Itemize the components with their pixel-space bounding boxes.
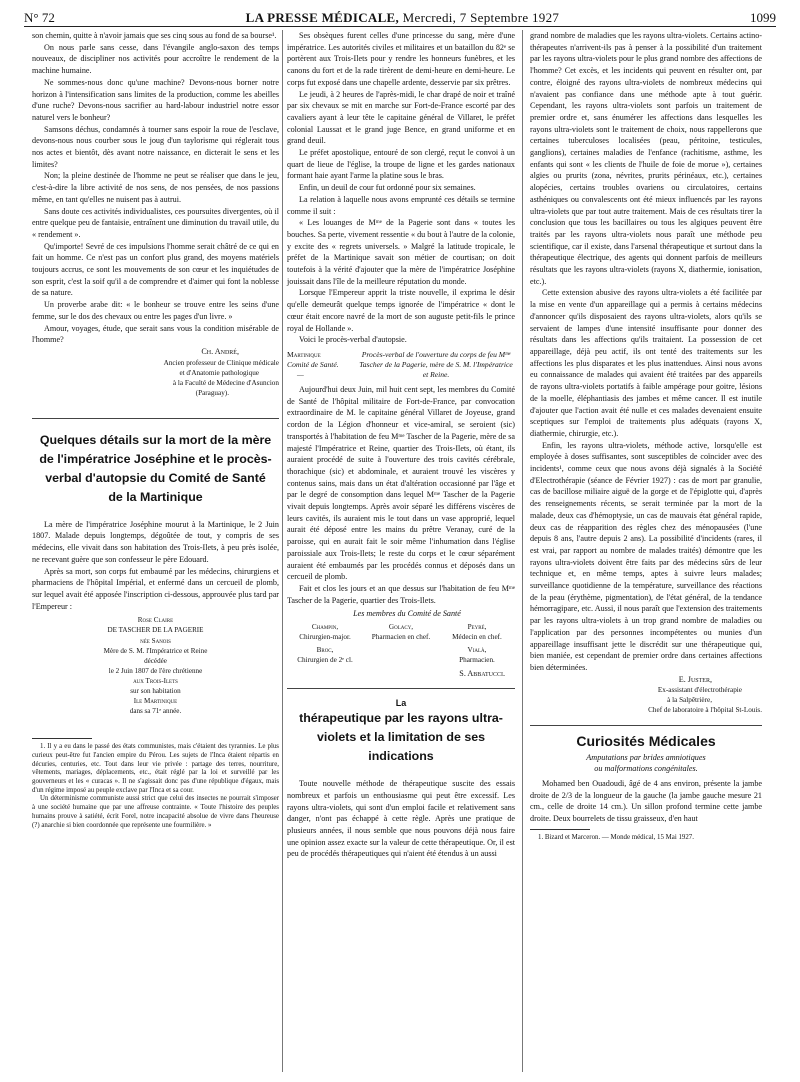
footnotes (32, 743, 279, 830)
paragraph: La mère de l'impératrice Joséphine mourut à la Martinique, le 2 Juin 1807. Malade depuis longtemps, dégoûtée de tout, y compris de ses médecins, elle vivait dans son habitation des Trois-Ilets, à peu près isolée, ne recevant guère que son confesseur le père Edouard. (32, 519, 279, 564)
article-title-prefix: La (395, 698, 407, 709)
members-signatures (287, 623, 515, 665)
section-divider (32, 418, 279, 419)
inscription-line: Mère de S. M. l'Impératrice et Reine (103, 646, 208, 655)
member: Peyré, Médecin en chef. (452, 623, 502, 641)
footnote-rule (32, 738, 92, 739)
member (363, 646, 439, 665)
paragraph: Cette extension abusive des rayons ultra-violets a été facilitée par la mise en vente d'un appareillage qui a permis à certains médecins d'annoncer qu'ils disposaient des rayons ultra-violets, alors qu'ils se servaient de lampes d'une intensité insuffisante pour donner des résultats dans les affections qu'ils traitaient. La possession de cet appareillage, déjà peu actif, ils ont tenté des traitements sur les affections les plus disparates et les plus inattendues. Ainsi nous avons eu connaissance de malades qui avaient été traitées par des appareils de rayons ultra-violets portatifs à faible ampérage pour goitre, lésions de la moelle, éléphantiasis des jambes et même cancer. Il est inutile d'ajouter que l'action avait été nulle et ces malades devenaient ensuite sceptiques sur l'emploi de traitements plus adéquats (rayons X, diathermie, chirurgie, etc.). (530, 288, 762, 438)
author-affiliation: Ex-assistant d'électrothérapie (657, 686, 742, 695)
paragraph: Enfin, les rayons ultra-violets, méthode active, lorsqu'elle est employée à doses suffisantes, sont susceptibles de coïncider avec des incidents¹, comme ceux que nous avons déjà signalés à la Société d'Electrothérapie (séance de Février 1927) : cas de mort par granulie, cas de bacillose miliaire aiguë de la gorge et de l'épiglotte qui, d'après des renseignements récents, se serait terminée par la mort de la malade, deux cas d'hémoptysie, un cas de mauvais état général rapide, deux cas de réapparition des règles chez des ménopausées (l'une depuis 8 ans, l'autre depuis 2 ans). La possibilité d'incidents (rares, il est vrai, par rapport au nombre de malades traités) démontre que les rayons ultra-violets doivent être faits par des médecins sûrs de leur technique et, en même temps, aptes à suivre leurs malades; surveillance quotidienne de la température, surveillance des réactions de la peau (érythème, pigmentation), de l'état général, de la tendance hémorragipare, etc. Aussi, il nous paraît que l'extension des traitements par les rayons ultra-violets à un trop grand nombre de maladies ou l'application par des personnes incompétentes ou munies d'un appareillage insuffisant jette le discrédit sur une thérapeutique qui, bien maniée, est cependant de premier ordre dans certaines affections bien déterminées. (530, 440, 762, 672)
inscription-line: le 2 Juin 1807 de l'ère chrétienne (108, 666, 203, 675)
inscription-line: née Sanois (140, 636, 171, 645)
article-subtitle (530, 752, 762, 774)
paragraph: « Les louanges de Mᵐᵉ de la Pagerie sont dans « toutes les bouches. Sa perte, vivement ressentie « du bout à l'autre de la colonie, y excite des « regrets universels. » Malgré la latitude tropicale, le préfet de la Martinique savait son métier de courtisan; on doit toutefois à la vérité d'ajouter que la mère de l'impératrice Joséphine jouissait dans l'île de la meilleure réputation du monde. (287, 218, 515, 286)
paragraph: La relation à laquelle nous avons emprunté ces détails se termine comme il suit : (287, 194, 515, 216)
paragraph: Enfin, un deuil de cour fut ordonné pour six semaines. (299, 183, 476, 193)
section-divider (530, 725, 762, 726)
member: Golacy, Pharmacien en chef. (371, 623, 431, 641)
paragraph: Ses obsèques furent celles d'une princesse du sang, mère d'une impératrice. Les autorités civiles et militaires et un bataillon du 82ᵉ se portèrent aux Trois-Ilets pour y rendre les honneurs funèbres, et les canons du fort et de la rade tirèrent de demi-heure en demi-heure. Le corps fut exposé dans une chapelle ardente, desservie par six prêtres. (287, 31, 515, 87)
proces-verbal-heading (287, 350, 515, 380)
running-title (246, 10, 560, 26)
pv-title: Procès-verbal de l'ouverture du corps de feu Mᵐᵉ Tascher de la Pagerie, mère de S. M. l'Impératrice et Reine. (359, 349, 513, 379)
pv-origin-line: Martinique (287, 349, 321, 359)
inscription-line: Rose Claire (137, 616, 174, 625)
page-header (24, 6, 776, 27)
inscription-line: DE TASCHER DE LA PAGERIE (107, 626, 204, 635)
paragraph: Un proverbe arabe dit: « le bonheur se trouve entre les seins d'une femme, sur le dos des chevaux ou entre les pages d'un livre. » (32, 300, 279, 321)
paragraph: Amour, voyages, étude, que serait sans vous la condition misérable de l'homme? (32, 323, 279, 345)
footnote: 1. Il y a eu dans le passé des états communistes, mais c'étaient des tyrannies. Le plus curieux peut-être fut l'ancien empire du Pérou. Les sujets de l'Inca étaient répartis en décuries, centuries, etc. Tout dans leur vie privée : partage des terres, nourriture, vêtements, mariages, déplacements, etc., était réglé par la loi et surveillé par les gouverneurs et les « curacas ». Il ne s'agissait donc pas d'une république d'égaux, mais d'un régime imposé au peuple exclave par l'Inca et sa cour. (32, 743, 279, 794)
column-2 (287, 30, 515, 860)
inscription-line: Ile Martinique (133, 697, 178, 706)
paragraph: Qu'importe! Sevré de ces impulsions l'homme serait châtré de ce qui en fait un homme. Ce n'est pas un confort plus grand, des moyens matériels toujours accrus, ce sont les mouvements de son cœur et les inquiétudes de son esprit, c'est la soif qu'il a de comprendre et d'aimer qui font la noblesse de sa nature. (32, 241, 279, 298)
column-3 (530, 30, 762, 843)
paragraph: Fait et clos les jours et an que dessus sur l'habitation de feu Mᵐᵉ Tascher de la Pagerie, quartier des Trois-Ilets. (287, 583, 515, 605)
footnote-rule (530, 829, 590, 830)
coffin-inscription (32, 615, 279, 716)
section-divider (287, 688, 515, 689)
article-title: Quelques détails sur la mort de la mère de l'impératrice Joséphine et le procès-verbal d'autopsie du Comité de Santé de la Martinique (39, 432, 272, 504)
subtitle-line: ou malformations congénitales. (594, 764, 698, 774)
column-divider (522, 30, 523, 1072)
author-affiliation: (Paraguay). (195, 388, 229, 397)
members-title: Les membres du Comité de Santé (353, 609, 461, 619)
inscription-line: décédée (144, 656, 167, 665)
member: Vialà, Pharmacien. (459, 646, 495, 664)
paragraph: Le préfet apostolique, entouré de son clergé, reçut le convoi à un quart de lieue de l'église, la troupe de ligne et les gardes nationaux formant haie ayant l'arme la platine sous le bras. (287, 148, 515, 181)
paragraph: Mohamed ben Ouadoudi, âgé de 4 ans environ, présente la jambe droite de 2/3 de la longueur de la gauche (la jambe gauche mesure 21 cm., celle de droite 14 cm.). Un sillon profond termine cette jambe droite. Deux bourrelets de tissu graisseux, d'en haut (530, 779, 762, 824)
author-affiliation: et d'Anatomie pathologique (179, 368, 259, 377)
column-1 (32, 30, 279, 830)
inscription-line: sur son habitation (130, 686, 181, 695)
paragraph: On nous parle sans cesse, dans l'évangile anglo-saxon des temps nouveaux, de discipliner nos activités pour accroître le rendement de la machine humaine. (32, 42, 279, 76)
inscription-line: aux Trois-Ilets (133, 676, 178, 685)
paragraph: Après sa mort, son corps fut embaumé par les médecins, chirurgiens et pharmaciens de l'hôpital Impérial, et enfermé dans un cercueil de plomb, sur lequel avait été apposée l'inscription ci-dessous, approuvée plus tard par l'Empereur : (32, 566, 279, 611)
journal-name: LA PRESSE MÉDICALE, (245, 10, 400, 25)
paragraph: Aujourd'hui deux Juin, mil huit cent sept, les membres du Comité de Santé de l'hôpital militaire de Fort-de-France, par convocation extraordinaire de M. le capitaine général Villaret de Joyeuse, grand cordon de la Légion d'honneur et vice-amiral, se seroient (sic) transportés à l'habitation de feu Mᵐᵉ Tascher de la Pagerie, mère de sa majesté l'Impératrice et Reine, quartier des Trois-Ilets, où étant, ils auraient procédé de suite à l'ouverture des trois cavités cérébrale, thorachique (sic) et abdominale, et auraient trouvé les viscères y contenus sains, mais dans un état d'altération occasionné par l'âge et par le degré de consomption dans lequel Mᵐᵉ Tascher de la Pagerie vivait depuis longtemps. Après avoir séparé les différens viscères de leurs cavités, ils auraient mis le tout dans un vase approprié, lequel aurait été déposé entre les mains du prêtre Veranay, curé de la paroisse, qui en aurait fait le soir même l'inhumation dans l'église paroissiale aux Trois-Ilets; le reste du corps et le cœur séparément auraient été embaumés par les procédés connus et déposés dans un cercueil de plomb. (287, 384, 515, 582)
member-signature: S. Abbatucci. (459, 669, 505, 679)
paragraph: Sans doute ces activités individualistes, ces poursuites divergentes, où il entre quelque peu de fantaisie, entraînent une diminution du travail utile, du « rendement ». (32, 206, 279, 239)
author-affiliation: à la Salpêtrière, (667, 696, 712, 705)
inscription-line: dans sa 71ᵉ année. (129, 707, 182, 716)
page-number: 1099 (749, 10, 776, 25)
paragraph: Samsons déchus, condamnés à tourner sans espoir la roue de l'esclave, devons-nous nous courber sous le joug d'un taylorisme qui réglerait tous nos actes et bientôt, dès avant notre naissance, en dicterait le sens et les limites? (32, 124, 279, 169)
issue-number: N° 72 (24, 10, 55, 25)
article-title: thérapeutique par les rayons ultra-violets et la limitation de ses indications (299, 711, 503, 764)
pv-origin-line: Comité de Santé. (287, 359, 339, 369)
author-affiliation: Ancien professeur de Clinique médicale (163, 358, 279, 367)
paragraph: son chemin, quitte à n'avoir jamais que ses cinq sous au fond de sa bourse¹. (32, 31, 277, 40)
issue-date: Mercredi, 7 Septembre 1927 (402, 10, 560, 25)
footnote: Un déterminisme communiste aussi strict que celui des insectes ne pourrait s'imposer à une société humaine que par une affreuse contrainte. « Toute l'histoire des peuples humains prouve à satiété, écrit Forel, notre incapacité absolue de vivre dans l'heureuse (?) anarchie si bien coordonnée que représente une fourmilière. » (32, 795, 279, 829)
pv-origin-line: — (297, 369, 304, 379)
pv-origin (287, 350, 357, 380)
member: Champin, Chirurgien-major. (299, 623, 351, 641)
paragraph: Voici le procès-verbal d'autopsie. (299, 335, 407, 345)
footnotes (530, 834, 762, 843)
paragraph: Ne sommes-nous donc qu'une machine? Devons-nous borner notre horizon à l'intensification sans limites de la production, comme les abeilles d'une ruche? Devons-nous sacrifier au hard-labour industriel notre essor naturel vers le bonheur? (32, 77, 279, 122)
paragraph: Le jeudi, à 2 heures de l'après-midi, le char drapé de noir et traîné par six chevaux se mit en marche sur Fort-de-France escorté par des cavaliers ayant à leur tête le capitaine général de Villaret, le préfet colonial Laussat et le grand juge Bence, en grand uniforme et en grand deuil. (287, 89, 515, 146)
author-name: Ch. André, (201, 346, 239, 356)
footnote: 1. Bizard et Marceron. — Monde médical, 15 Mai 1927. (538, 833, 694, 841)
subtitle-line: Amputations par brides amniotiques (586, 753, 706, 763)
paragraph: Non; la pleine destinée de l'homme ne peut se réaliser que dans le jeu, c'est-à-dire la libre activité de nos sens, de nos pensées, de nos passions même, en tant qu'elles ne nuisent pas à autrui. (32, 171, 279, 204)
section-title: Curiosités Médicales (576, 733, 716, 750)
column-divider (282, 30, 283, 1072)
author-name: E. Juster, (678, 674, 712, 684)
author-affiliation: à la Faculté de Médecine d'Asuncion (172, 378, 279, 387)
paragraph: Lorsque l'Empereur apprit la triste nouvelle, il exprima le désir qu'elle demeurât quelque temps ignorée de l'impératrice « dont le cœur était encore navré de la mort de son auguste petit-fils le prince royal de Hollande ». (287, 288, 515, 333)
paragraph: Toute nouvelle méthode de thérapeutique suscite des essais nombreux et parfois un enthousiasme qui peut être excessif. Les rayons ultra-violets, qui sont d'un emploi facile et relativement sans danger, n'ont pas échappé à cette règle. Après une pratique de plusieurs années, il nous semble que nous pouvons déjà nous faire une opinion assez exacte sur la valeur de cette thérapeutique. Or, il est peu de procédés thérapeutiques qui n'aient été étendus à un aussi (287, 779, 515, 859)
member: Broc, Chirurgien de 2ᵉ cl. (297, 646, 353, 664)
author-affiliation: Chef de laboratoire à l'hôpital St-Louis. (648, 706, 762, 715)
paragraph: grand nombre de maladies que les rayons ultra-violets. Certains actino-thérapeutes n'arrivent-ils pas à penser à la possibilité d'un traitement par les rayons ultra-violets pour le plus grand nombre des affections de l'homme? Cet excès, et les incidents qui peuvent en résulter ont, par contre, éloigné des rayons ultra-violets de nombreux médecins qui n'avaient pas confiance dans une méthode apte à tout guérir. Cependant, les rayons ultra-violets sont parfois un traitement de premier ordre et, sans énumérer les affections dans lesquelles les rayons ultra-violets sont le traitement de choix, nous rappellerons que certaines tuberculoses localisées (peau, péritoine, testicules, ganglions), certaines maladies de l'enfance (rachitisme, asthme, les enfants qui sont « les clients de l'huile de foie de morue »), certaines algies ou prurits (zona, névrites, prurits périnéaux, etc.), certaines alopécies, certains troubles ovariens ou circulatoires, certains asthéniques ou convalescents ont été mieux influencés par les rayons ultra-violets que par tout autre traitement. Mais de ces résultats tirer la conclusion que tous les bacillaires ou tous les algiques peuvent être traités par les rayons ultra-violets nous paraît une méthode peu scientifique, car il existe, dans l'arsenal thérapeutique et surtout dans la thérapeutique électrique, des agents qui donnent parfois de meilleurs résultats que les rayons ultra-violets (rayons X, diathermie, ionisation, etc.). (530, 31, 762, 286)
